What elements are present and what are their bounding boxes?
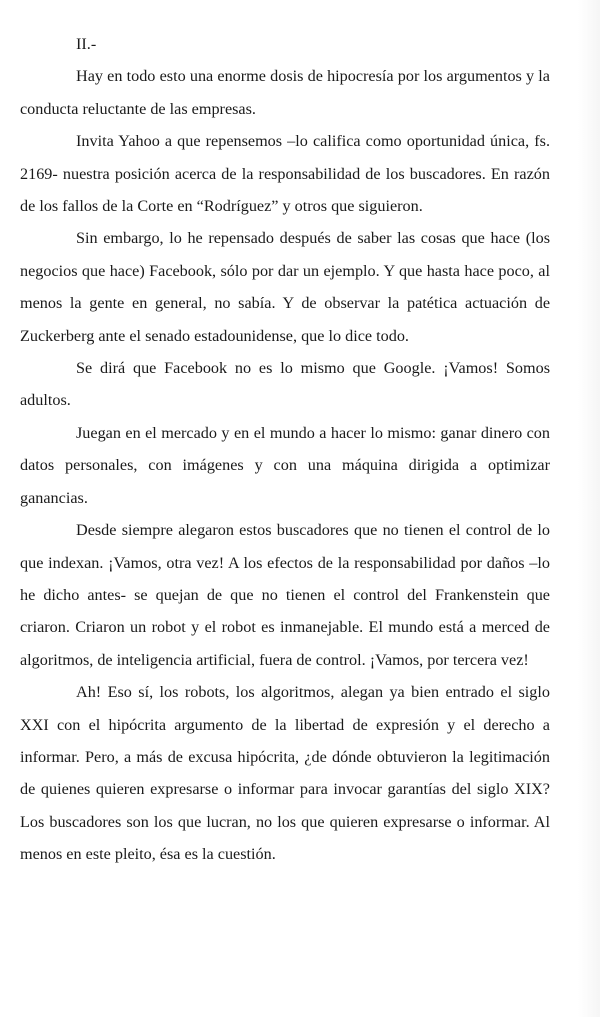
paragraph-2: Invita Yahoo a que repensemos –lo califica como oportunidad única, fs. 2169- nuestra posición acerca de la responsabilidad de los buscadores. En razón de los fallos de la Corte en “Rodríguez” y otros que siguieron. xyxy=(20,132,550,216)
section-heading: II.- xyxy=(76,35,97,53)
paragraph-3: Sin embargo, lo he repensado después de saber las cosas que hace (los negocios que hace) Facebook, sólo por dar un ejemplo. Y que hasta hace poco, al menos la gente en general, no sabía. Y de observar la patética actuación de Zuckerberg ante el senado estadounidense, que lo dice todo. xyxy=(20,229,550,345)
paragraph-4: Se dirá que Facebook no es lo mismo que Google. ¡Vamos! Somos adultos. xyxy=(20,359,550,410)
document-page xyxy=(20,28,550,871)
page-edge-shadow xyxy=(578,0,600,1017)
paragraph-5: Juegan en el mercado y en el mundo a hacer lo mismo: ganar dinero con datos personales, con imágenes y con una máquina dirigida a optimizar ganancias. xyxy=(20,423,550,507)
paragraph-6: Desde siempre alegaron estos buscadores que no tienen el control de lo que indexan. ¡Vamos, otra vez! A los efectos de la responsabilidad por daños –lo he dicho antes- se quejan de que no tienen el control del Frankenstein que criaron. Criaron un robot y el robot es inmanejable. El mundo está a merced de algoritmos, de inteligencia artificial, fuera de control. ¡Vamos, por tercera vez! xyxy=(20,521,550,669)
paragraph-1: Hay en todo esto una enorme dosis de hipocresía por los argumentos y la conducta reluctante de las empresas. xyxy=(20,67,550,118)
paragraph-7: Ah! Eso sí, los robots, los algoritmos, alegan ya bien entrado el siglo XXI con el hipócrita argumento de la libertad de expresión y el derecho a informar. Pero, a más de excusa hipócrita, ¿de dónde obtuvieron la legitimación de quienes quieren expresarse o informar para invocar garantías del siglo XIX? Los buscadores son los que lucran, no los que quieren expresarse o informar. Al menos en este pleito, ésa es la cuestión. xyxy=(20,683,550,864)
